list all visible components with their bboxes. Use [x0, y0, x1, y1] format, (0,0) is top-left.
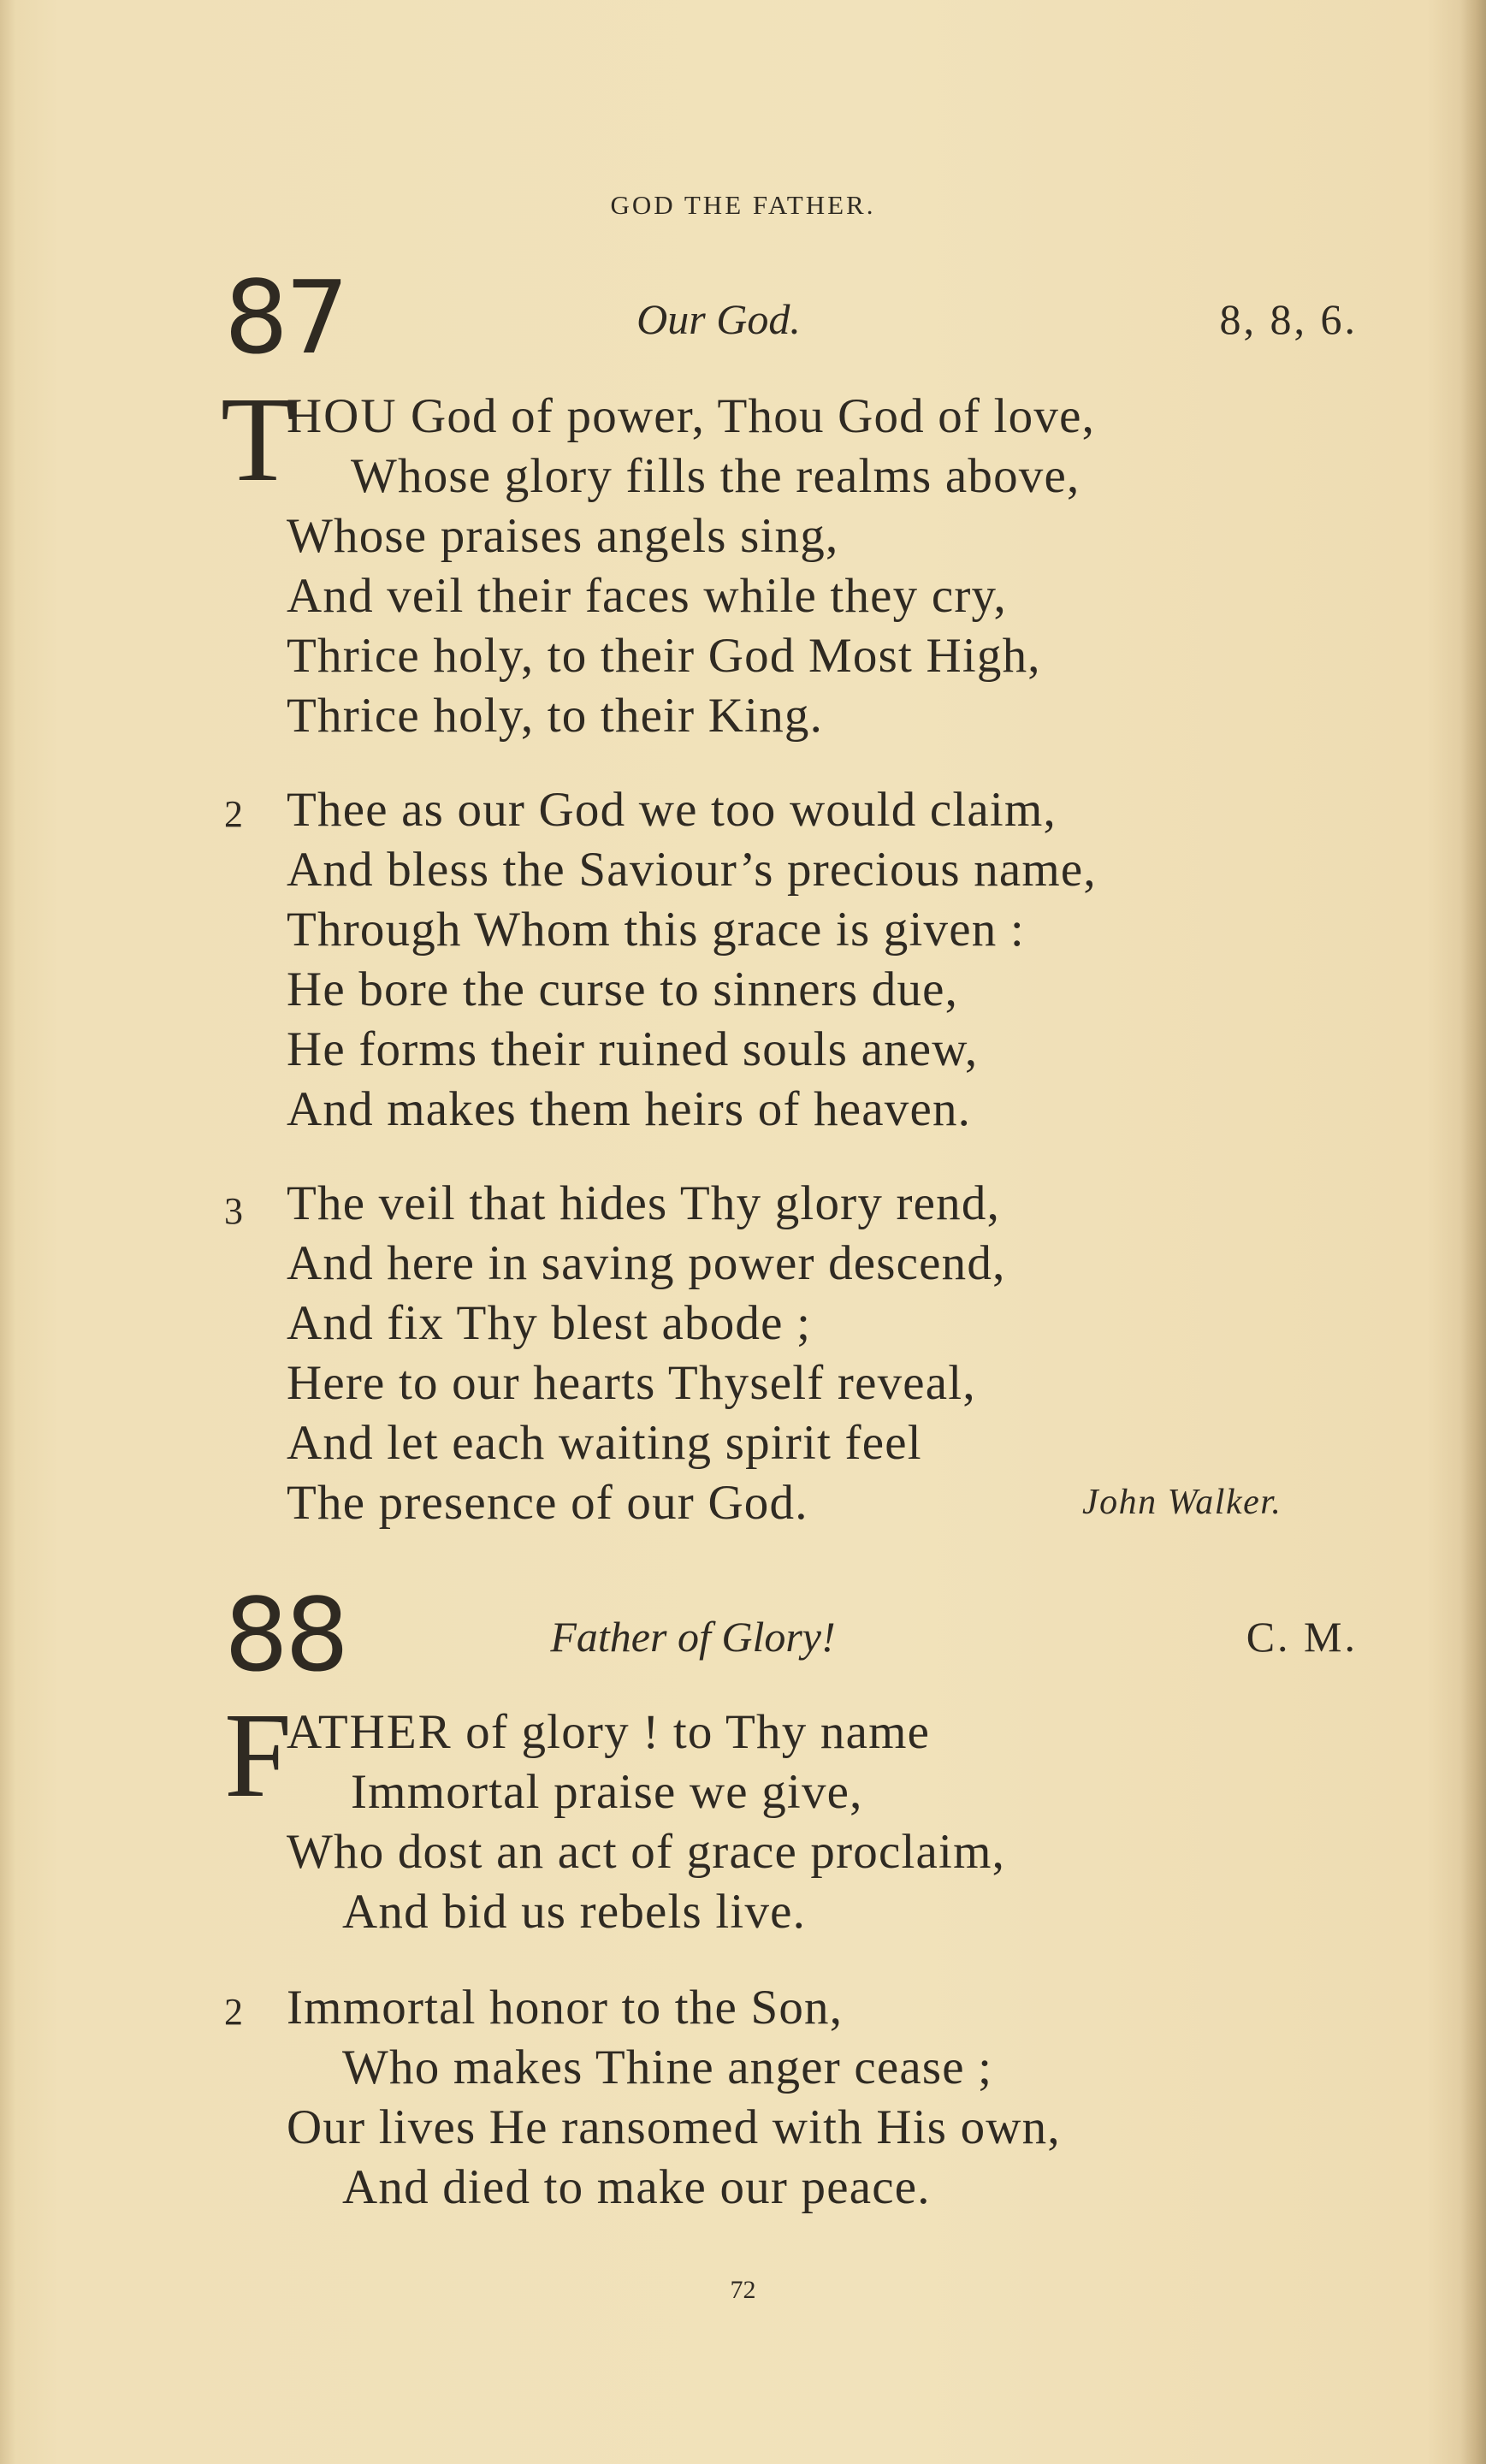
hymn-87-header	[0, 258, 1486, 376]
stanza-line: And let each waiting spirit feel	[287, 1416, 922, 1470]
stanza-line: And veil their faces while they cry,	[287, 569, 1007, 623]
first-word-small-caps: HOU	[287, 389, 398, 443]
hymn-number: 87	[224, 258, 346, 376]
stanza-number: 2	[224, 793, 243, 835]
stanza-line: The veil that hides Thy glory rend,	[287, 1176, 1001, 1230]
hymn-title: Our God.	[636, 295, 801, 343]
drop-cap: F	[224, 1687, 292, 1822]
stanza-line: The presence of our God.	[287, 1476, 808, 1530]
stanza-line: And bid us rebels live.	[342, 1885, 807, 1939]
page-number: 72	[730, 2276, 756, 2304]
first-word-small-caps: ATHER	[287, 1705, 453, 1759]
stanza-line: Through Whom this grace is given :	[287, 903, 1025, 957]
stanza-line: Our lives He ransomed with His own,	[287, 2100, 1061, 2154]
running-head: GOD THE FATHER.	[610, 190, 876, 220]
stanza-line: Here to our hearts Thyself reveal,	[287, 1356, 976, 1410]
stanza-line: Whose glory fills the realms above,	[351, 449, 1080, 503]
stanza-number: 3	[224, 1190, 243, 1232]
hymn-meter: C. M.	[1246, 1613, 1358, 1661]
hymn-author: John Walker.	[1082, 1483, 1282, 1522]
stanza-line: And died to make our peace.	[342, 2160, 931, 2214]
stanza-line: Thrice holy, to their King.	[287, 689, 824, 743]
hymn-meter: 8, 8, 6.	[1219, 295, 1358, 343]
stanza-line: Immortal praise we give,	[351, 1765, 863, 1819]
hymn-title: Father of Glory!	[550, 1613, 836, 1661]
stanza-line: Thrice holy, to their God Most High,	[287, 629, 1041, 683]
drop-cap: T	[221, 371, 295, 506]
stanza-line: Thee as our God we too would claim,	[287, 783, 1057, 837]
stanza-line: And makes them heirs of heaven.	[287, 1082, 972, 1136]
hymn-88-header	[0, 1576, 1486, 1694]
stanza-line: Who dost an act of grace proclaim,	[287, 1825, 1006, 1879]
stanza-line: He forms their ruined souls anew,	[287, 1022, 979, 1076]
stanza-line: And bless the Saviour’s precious name,	[287, 843, 1097, 897]
stanza-line: He bore the curse to sinners due,	[287, 962, 959, 1016]
stanza-line	[287, 1703, 930, 1762]
stanza-line: Who makes Thine anger cease ;	[342, 2040, 993, 2094]
line-text: of glory ! to Thy name	[452, 1705, 931, 1759]
line-text: God of power, Thou God of love,	[397, 389, 1096, 443]
stanza-line: Whose praises angels sing,	[287, 509, 839, 563]
hymn-number: 88	[224, 1576, 346, 1694]
stanza-line: Immortal honor to the Son,	[287, 1981, 844, 2035]
stanza-number: 2	[224, 1991, 243, 2033]
stanza-line: And fix Thy blest abode ;	[287, 1296, 812, 1350]
stanza-line: And here in saving power descend,	[287, 1236, 1006, 1290]
stanza-line	[287, 387, 1095, 447]
